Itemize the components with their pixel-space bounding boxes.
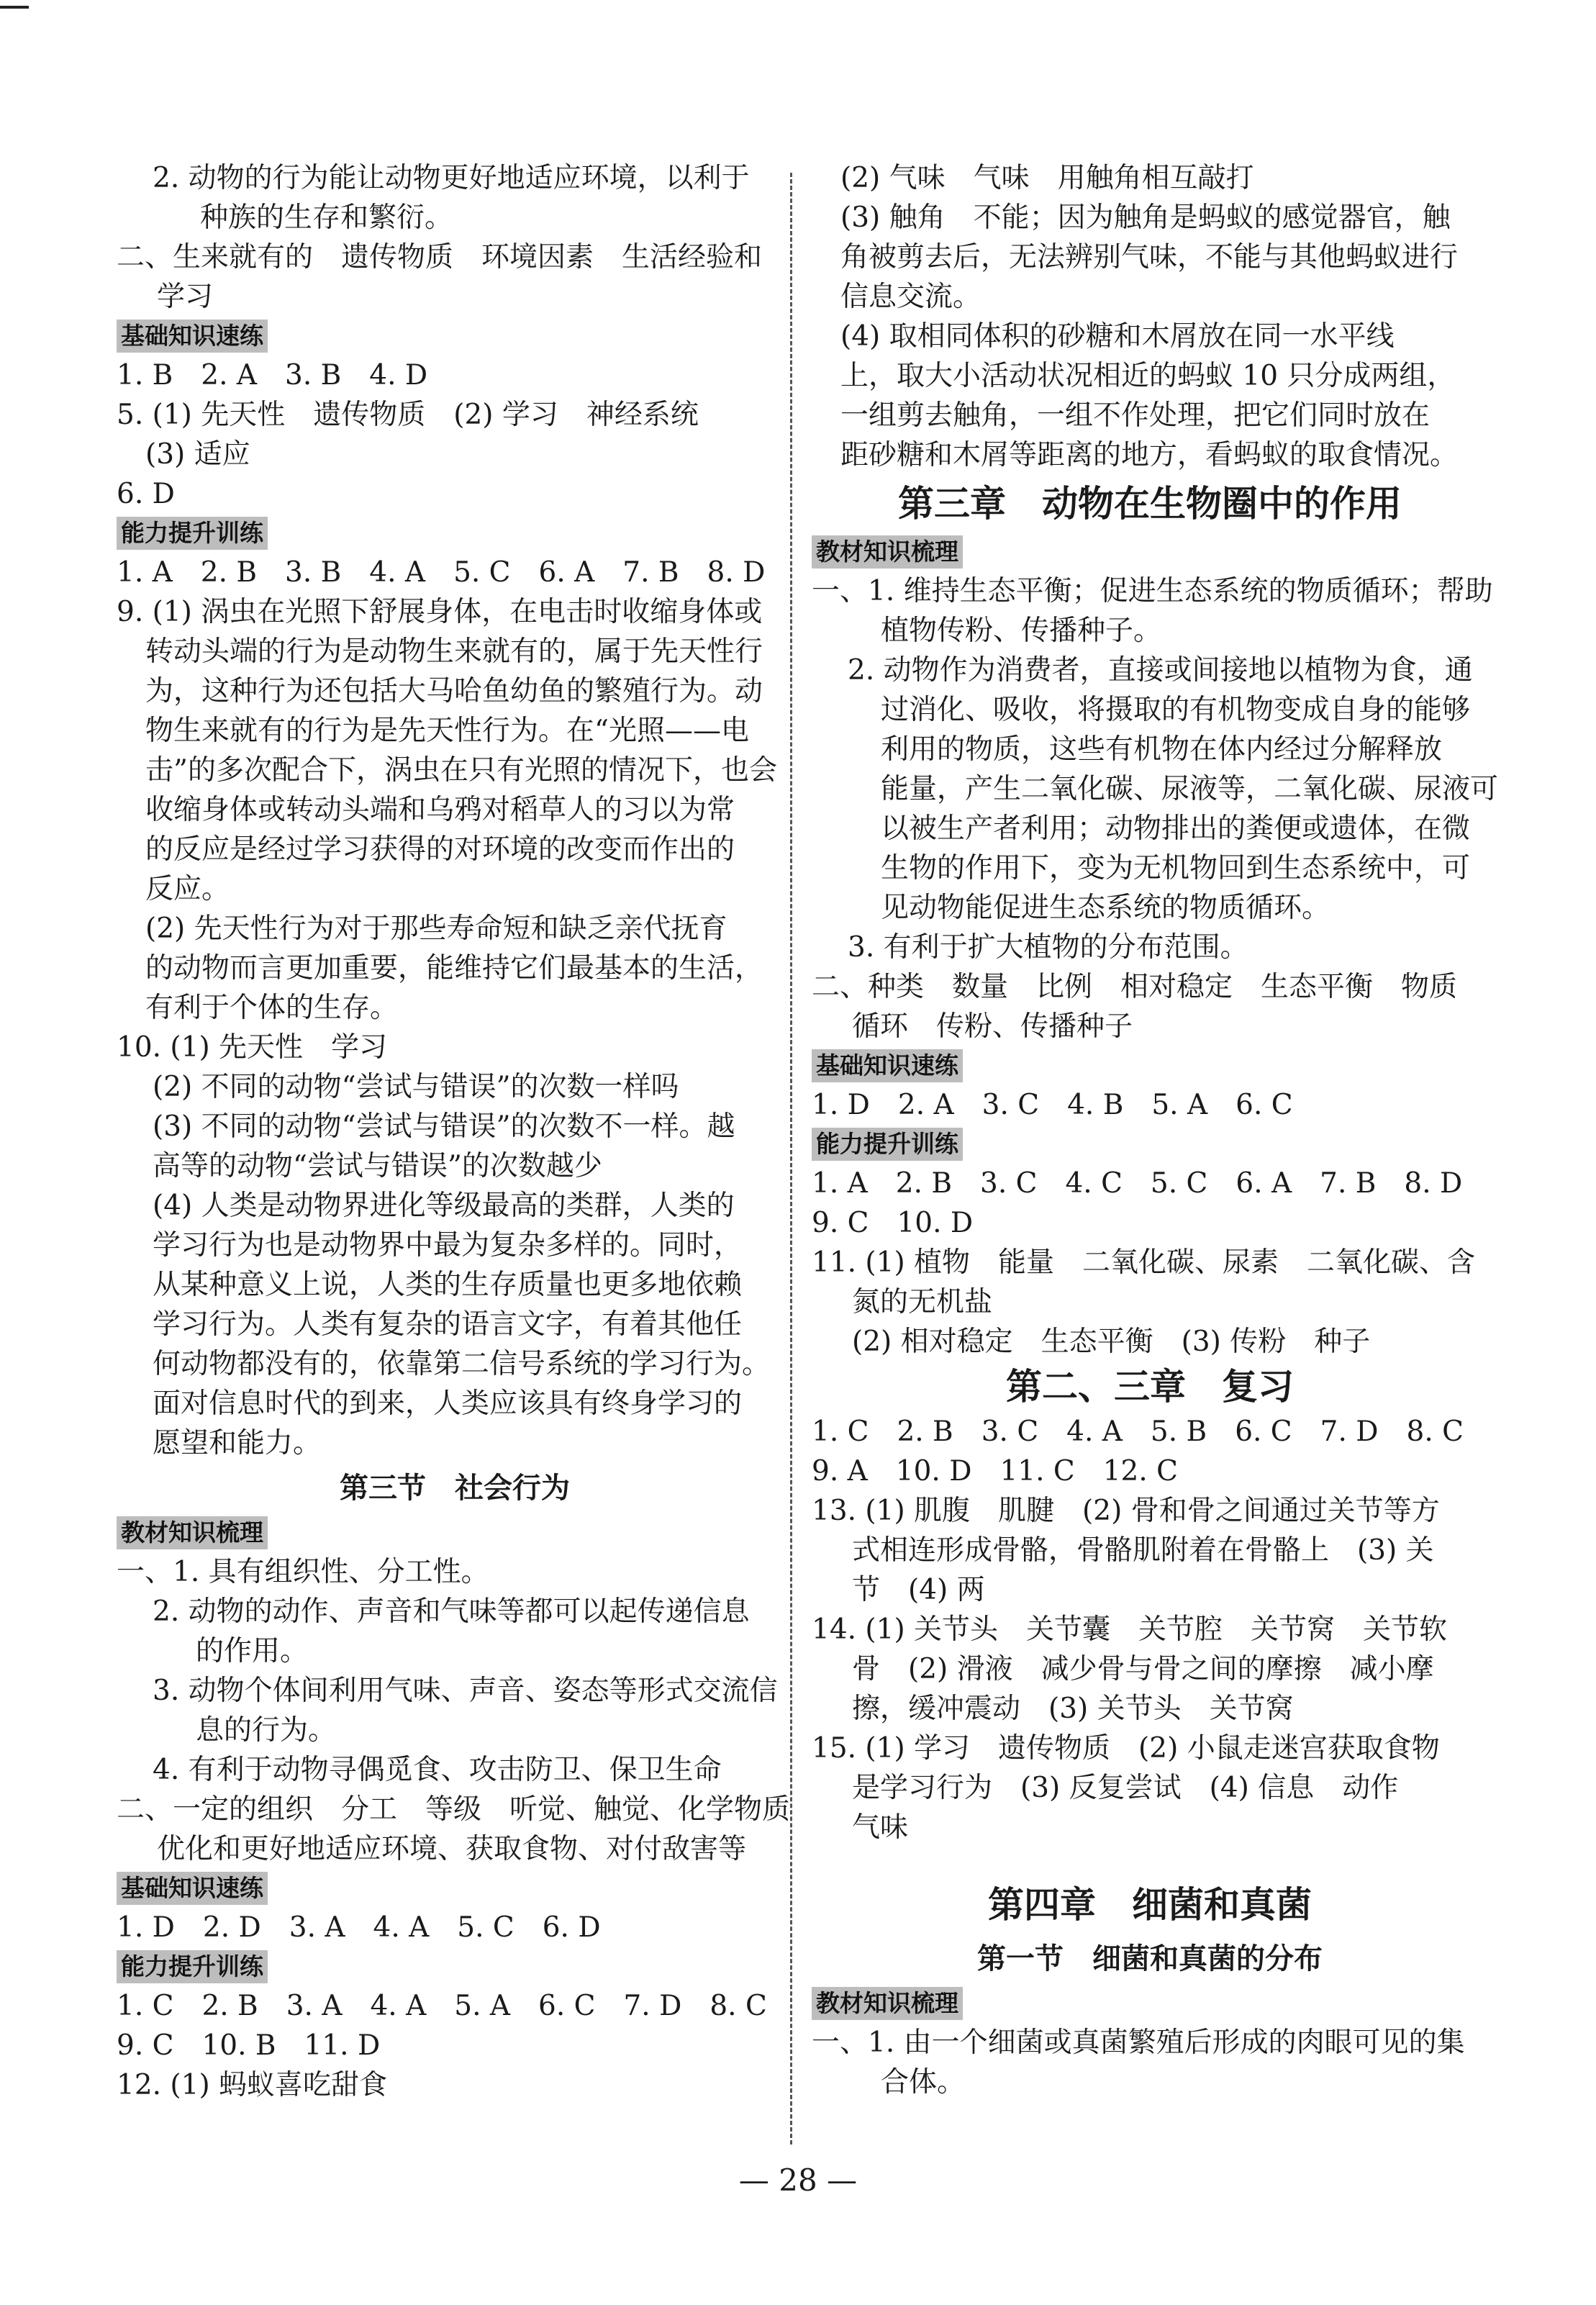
page-number: — 28 — <box>738 2163 858 2198</box>
answer-line: 骨 (2) 滑液 减少骨与骨之间的摩擦 减小摩 <box>852 1653 1434 1685</box>
answer-line: 学习行为。人类有复杂的语言文字，有着其他任 <box>153 1308 743 1341</box>
answer-line: 擦，缓冲震动 (3) 关节头 关节窝 <box>852 1693 1294 1725</box>
answer-line: 有利于个体的生存。 <box>145 992 399 1024</box>
answer-line: 合体。 <box>881 2066 966 2098</box>
section-header: 能力提升训练 <box>812 1128 963 1161</box>
answer-line: 角被剪去后，无法辨别气味，不能与其他蚂蚁进行 <box>840 241 1459 273</box>
answer-line: 12. (1) 蚂蚁喜吃甜食 <box>117 2069 388 2101</box>
answer-line: (4) 人类是动物界进化等级最高的类群，人类的 <box>153 1190 735 1222</box>
answer-line: 2. 动物作为消费者，直接或间接地以植物为食，通 <box>848 654 1473 687</box>
answer-line: 4. 有利于动物寻偶觅食、攻击防卫、保卫生命 <box>153 1754 722 1786</box>
answer-line: 1. A 2. B 3. B 4. A 5. C 6. A 7. B 8. D <box>117 556 766 589</box>
answer-line: 1. D 2. A 3. C 4. B 5. A 6. C <box>812 1089 1293 1121</box>
answer-line: 1. A 2. B 3. C 4. C 5. C 6. A 7. B 8. D <box>812 1167 1463 1200</box>
answer-line: 植物传粉、传播种子。 <box>881 615 1162 647</box>
right-column <box>812 158 1499 2102</box>
chapter-title: 第三章 动物在生物圈中的作用 <box>898 483 1402 525</box>
answer-line: 二、种类 数量 比例 相对稳定 生态平衡 物质 <box>812 971 1458 1003</box>
answer-line: (4) 取相同体积的砂糖和木屑放在同一水平线 <box>840 320 1395 353</box>
section-header: 基础知识速练 <box>812 1049 963 1082</box>
answer-line: 收缩身体或转动头端和乌鸦对稻草人的习以为常 <box>145 794 735 826</box>
answer-line: 式相连形成骨骼，骨骼肌附着在骨骼上 (3) 关 <box>852 1534 1434 1567</box>
answer-line: 二、生来就有的 遗传物质 环境因素 生活经验和 <box>117 241 763 273</box>
answer-line: 转动头端的行为是动物生来就有的，属于先天性行 <box>145 635 763 668</box>
answer-line: (2) 相对稳定 生态平衡 (3) 传粉 种子 <box>852 1326 1371 1358</box>
answer-line: 物生来就有的行为是先天性行为。在“光照——电 <box>145 715 749 747</box>
answer-line: 是学习行为 (3) 反复尝试 (4) 信息 动作 <box>852 1772 1399 1804</box>
answer-line: 15. (1) 学习 遗传物质 (2) 小鼠走迷宫获取食物 <box>812 1732 1440 1765</box>
answer-line: 1. B 2. A 3. B 4. D <box>117 359 428 391</box>
section-title: 第一节 细菌和真菌的分布 <box>977 1942 1323 1975</box>
column-divider <box>790 173 792 2145</box>
answer-line: 击”的多次配合下，涡虫在只有光照的情况下，也会 <box>145 754 777 787</box>
answer-line: 上，取大小活动状况相近的蚂蚁 10 只分成两组， <box>840 360 1456 392</box>
answer-line: 从某种意义上说，人类的生存质量也更多地依赖 <box>153 1269 743 1301</box>
answer-line: 9. C 10. D <box>812 1207 974 1239</box>
answer-line: 9. (1) 涡虫在光照下舒展身体，在电击时收缩身体或 <box>117 596 763 628</box>
answer-line: 息的行为。 <box>196 1714 337 1747</box>
answer-line: 优化和更好地适应环境、获取食物、对付敌害等 <box>157 1833 747 1865</box>
chapter-title: 第二、三章 复习 <box>1006 1366 1294 1408</box>
answer-line: 面对信息时代的到来，人类应该具有终身学习的 <box>153 1387 743 1420</box>
answer-line: 3. 动物个体间利用气味、声音、姿态等形式交流信 <box>153 1675 778 1707</box>
answer-line: 一、1. 具有组织性、分工性。 <box>117 1556 489 1588</box>
answer-line: 种族的生存和繁衍。 <box>200 201 453 234</box>
answer-line: 的反应是经过学习获得的对环境的改变而作出的 <box>145 833 735 866</box>
section-header: 能力提升训练 <box>117 1950 268 1983</box>
answer-line: (2) 不同的动物“尝试与错误”的次数一样吗 <box>153 1071 679 1103</box>
left-column <box>117 158 793 2105</box>
answer-line: 氮的无机盐 <box>852 1286 993 1318</box>
answer-line: 信息交流。 <box>840 281 981 313</box>
answer-line: 距砂糖和木屑等距离的地方，看蚂蚁的取食情况。 <box>840 439 1459 471</box>
section-header: 基础知识速练 <box>117 1872 268 1905</box>
answer-line: 节 (4) 两 <box>852 1574 985 1606</box>
answer-line: (3) 触角 不能；因为触角是蚂蚁的感觉器官，触 <box>840 201 1451 234</box>
answer-line: 气味 <box>852 1811 909 1844</box>
answer-line: 的动物而言更加重要，能维持它们最基本的生活， <box>145 952 763 984</box>
answer-line: 过消化、吸收，将摄取的有机物变成自身的能够 <box>881 694 1471 726</box>
answer-line: 高等的动物“尝试与错误”的次数越少 <box>153 1150 602 1182</box>
section-header: 能力提升训练 <box>117 517 268 550</box>
answer-line: 9. C 10. B 11. D <box>117 2029 381 2062</box>
answer-line: 1. D 2. D 3. A 4. A 5. C 6. D <box>117 1911 601 1944</box>
chapter-title: 第四章 细菌和真菌 <box>988 1884 1312 1926</box>
answer-line: 10. (1) 先天性 学习 <box>117 1031 388 1064</box>
answer-line: 学习 <box>157 281 214 313</box>
section-header: 基础知识速练 <box>117 320 268 353</box>
answer-line: (3) 适应 <box>145 438 250 471</box>
answer-line: 3. 有利于扩大植物的分布范围。 <box>848 931 1248 964</box>
answer-line: 一组剪去触角，一组不作处理，把它们同时放在 <box>840 399 1430 432</box>
section-title: 第三节 社会行为 <box>340 1472 570 1505</box>
answer-line: 反应。 <box>145 873 230 905</box>
answer-line: 生物的作用下，变为无机物回到生态系统中，可 <box>881 852 1471 884</box>
answer-line: 13. (1) 肌腹 肌腱 (2) 骨和骨之间通过关节等方 <box>812 1495 1440 1527</box>
section-header: 教材知识梳理 <box>117 1516 268 1549</box>
answer-line: 6. D <box>117 478 175 510</box>
answer-line: (3) 不同的动物“尝试与错误”的次数不一样。越 <box>153 1110 735 1143</box>
answer-line: 能量，产生二氧化碳、尿液等，二氧化碳、尿液可 <box>881 773 1499 805</box>
answer-line: 一、1. 由一个细菌或真菌繁殖后形成的肉眼可见的集 <box>812 2027 1465 2059</box>
answer-line: 为，这种行为还包括大马哈鱼幼鱼的繁殖行为。动 <box>145 675 763 707</box>
answer-line: (2) 先天性行为对于那些寿命短和缺乏亲代抚育 <box>145 913 727 945</box>
answer-line: 2. 动物的动作、声音和气味等都可以起传递信息 <box>153 1595 750 1628</box>
answer-line: 愿望和能力。 <box>153 1427 322 1459</box>
top-edge-mark <box>0 6 29 9</box>
answer-line: 学习行为也是动物界中最为复杂多样的。同时， <box>153 1229 743 1262</box>
answer-line: 一、1. 维持生态平衡；促进生态系统的物质循环；帮助 <box>812 575 1493 607</box>
answer-line: 循环 传粉、传播种子 <box>852 1010 1133 1043</box>
answer-line: 1. C 2. B 3. C 4. A 5. B 6. C 7. D 8. C <box>812 1416 1464 1448</box>
answer-line: 5. (1) 先天性 遗传物质 (2) 学习 神经系统 <box>117 399 699 431</box>
answer-line: 14. (1) 关节头 关节囊 关节腔 关节窝 关节软 <box>812 1613 1448 1646</box>
section-header: 教材知识梳理 <box>812 535 963 569</box>
section-header: 教材知识梳理 <box>812 1987 963 2020</box>
answer-line: 见动物能促进生态系统的物质循环。 <box>881 892 1330 924</box>
answer-line: 以被生产者利用；动物排出的粪便或遗体，在微 <box>881 812 1471 845</box>
answer-line: (2) 气味 气味 用触角相互敲打 <box>840 162 1254 194</box>
answer-line: 利用的物质，这些有机物在体内经过分解释放 <box>881 733 1443 766</box>
answer-line: 11. (1) 植物 能量 二氧化碳、尿素 二氧化碳、含 <box>812 1246 1476 1279</box>
answer-line: 何动物都没有的，依靠第二信号系统的学习行为。 <box>153 1348 771 1380</box>
answer-line: 2. 动物的行为能让动物更好地适应环境，以利于 <box>153 162 750 194</box>
answer-line: 二、一定的组织 分工 等级 听觉、触觉、化学物质 <box>117 1793 791 1826</box>
answer-line: 9. A 10. D 11. C 12. C <box>812 1455 1178 1487</box>
answer-line: 的作用。 <box>196 1635 309 1667</box>
answer-line: 1. C 2. B 3. A 4. A 5. A 6. C 7. D 8. C <box>117 1990 767 2022</box>
